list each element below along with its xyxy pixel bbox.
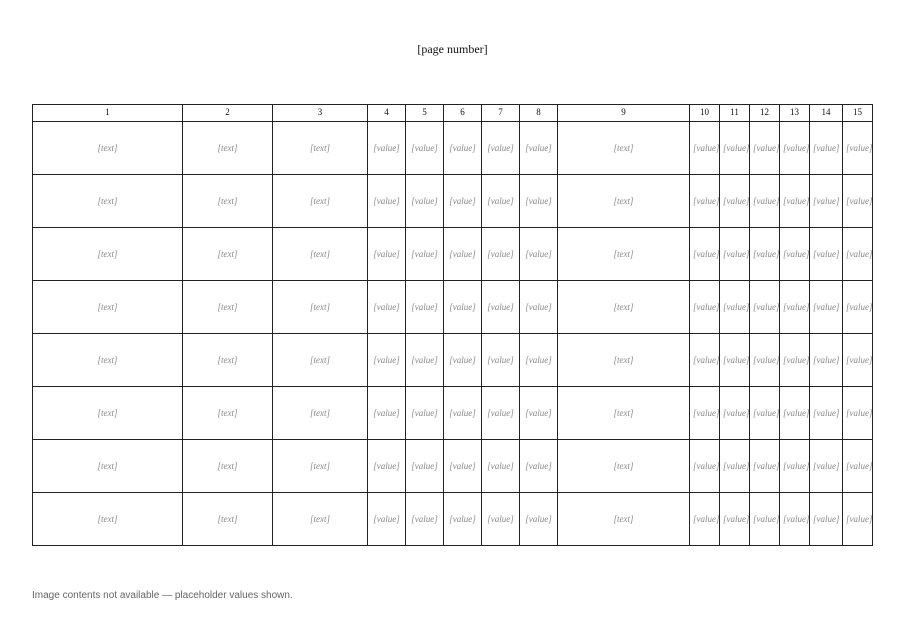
table-cell: [value]	[780, 387, 810, 440]
column-header-12: 12	[750, 105, 780, 122]
table-cell: [text]	[33, 440, 183, 493]
table-cell: [value]	[368, 281, 406, 334]
table-cell: [value]	[482, 493, 520, 546]
table-cell: [text]	[33, 122, 183, 175]
table-cell: [value]	[720, 387, 750, 440]
table-cell: [text]	[558, 175, 690, 228]
table-cell: [text]	[558, 228, 690, 281]
table-cell: [value]	[843, 175, 873, 228]
table-cell: [text]	[273, 228, 368, 281]
table-row	[33, 281, 873, 334]
table-row	[33, 440, 873, 493]
table-cell: [value]	[720, 493, 750, 546]
table-cell: [value]	[406, 122, 444, 175]
table-cell: [value]	[406, 175, 444, 228]
table-cell: [text]	[558, 387, 690, 440]
table-cell: [value]	[482, 334, 520, 387]
column-header-8: 8	[520, 105, 558, 122]
column-header-1: 1	[33, 105, 183, 122]
column-header-14: 14	[810, 105, 843, 122]
table-cell: [value]	[520, 440, 558, 493]
table-row	[33, 122, 873, 175]
table-cell: [text]	[33, 493, 183, 546]
table-cell: [value]	[843, 334, 873, 387]
table-cell: [value]	[690, 440, 720, 493]
column-header-10: 10	[690, 105, 720, 122]
table-row	[33, 228, 873, 281]
table-cell: [text]	[558, 493, 690, 546]
table-cell: [text]	[273, 334, 368, 387]
table-cell: [value]	[720, 228, 750, 281]
table-cell: [text]	[33, 387, 183, 440]
column-header-13: 13	[780, 105, 810, 122]
table-cell: [value]	[750, 440, 780, 493]
table-cell: [value]	[690, 493, 720, 546]
table-cell: [text]	[558, 281, 690, 334]
table-cell: [value]	[780, 175, 810, 228]
table-cell: [value]	[720, 175, 750, 228]
table-cell: [value]	[750, 228, 780, 281]
table-cell: [value]	[810, 122, 843, 175]
table-cell: [value]	[444, 440, 482, 493]
table-cell: [value]	[406, 281, 444, 334]
column-header-3: 3	[273, 105, 368, 122]
column-header-6: 6	[444, 105, 482, 122]
table-cell: [text]	[273, 493, 368, 546]
table-cell: [text]	[273, 387, 368, 440]
table-container	[32, 104, 872, 546]
table-cell: [value]	[482, 440, 520, 493]
table-cell: [value]	[690, 175, 720, 228]
table-cell: [value]	[690, 228, 720, 281]
table-cell: [text]	[273, 122, 368, 175]
table-cell: [value]	[482, 122, 520, 175]
table-cell: [value]	[482, 387, 520, 440]
table-cell: [value]	[482, 281, 520, 334]
table-cell: [value]	[406, 334, 444, 387]
table-cell: [value]	[843, 122, 873, 175]
table-cell: [value]	[444, 281, 482, 334]
table-cell: [value]	[406, 440, 444, 493]
table-cell: [value]	[520, 175, 558, 228]
table-row	[33, 175, 873, 228]
table-cell: [value]	[780, 493, 810, 546]
table-cell: [value]	[810, 228, 843, 281]
table-cell: [value]	[690, 387, 720, 440]
table-cell: [value]	[444, 122, 482, 175]
table-cell: [value]	[750, 387, 780, 440]
table-cell: [value]	[368, 175, 406, 228]
table-cell: [value]	[482, 228, 520, 281]
column-header-11: 11	[720, 105, 750, 122]
table-cell: [text]	[558, 440, 690, 493]
table-cell: [value]	[750, 493, 780, 546]
table-cell: [value]	[720, 122, 750, 175]
table-cell: [value]	[444, 334, 482, 387]
table-cell: [value]	[780, 440, 810, 493]
table-cell: [value]	[520, 334, 558, 387]
table-cell: [value]	[444, 493, 482, 546]
table-cell: [text]	[273, 440, 368, 493]
table-cell: [value]	[406, 387, 444, 440]
table-cell: [value]	[750, 334, 780, 387]
placeholder-note: Image contents not available — placeholder values shown.	[32, 590, 293, 601]
table-cell: [text]	[33, 334, 183, 387]
table-cell: [value]	[444, 175, 482, 228]
table-cell: [text]	[183, 281, 273, 334]
table-cell: [value]	[843, 493, 873, 546]
table-cell: [value]	[368, 493, 406, 546]
table-cell: [text]	[558, 122, 690, 175]
table-cell: [value]	[810, 493, 843, 546]
table-cell: [value]	[750, 122, 780, 175]
data-table	[32, 104, 873, 546]
page-number: [page number]	[417, 42, 488, 56]
table-cell: [value]	[690, 281, 720, 334]
table-cell: [text]	[33, 228, 183, 281]
table-cell: [text]	[183, 228, 273, 281]
table-cell: [text]	[183, 440, 273, 493]
table-cell: [value]	[520, 387, 558, 440]
table-cell: [text]	[33, 281, 183, 334]
table-cell: [value]	[482, 175, 520, 228]
table-cell: [text]	[183, 387, 273, 440]
table-cell: [value]	[810, 281, 843, 334]
table-cell: [value]	[406, 493, 444, 546]
table-cell: [value]	[520, 281, 558, 334]
table-cell: [value]	[843, 228, 873, 281]
table-cell: [value]	[780, 334, 810, 387]
table-cell: [value]	[810, 175, 843, 228]
table-cell: [value]	[810, 334, 843, 387]
table-cell: [value]	[690, 122, 720, 175]
table-cell: [text]	[183, 175, 273, 228]
column-header-7: 7	[482, 105, 520, 122]
table-cell: [value]	[368, 334, 406, 387]
column-header-5: 5	[406, 105, 444, 122]
table-cell: [value]	[520, 228, 558, 281]
table-cell: [text]	[33, 175, 183, 228]
table-cell: [value]	[368, 122, 406, 175]
column-header-9: 9	[558, 105, 690, 122]
table-cell: [value]	[520, 493, 558, 546]
table-row	[33, 493, 873, 546]
column-header-15: 15	[843, 105, 873, 122]
table-body	[33, 122, 873, 546]
table-cell: [value]	[520, 122, 558, 175]
table-cell: [value]	[843, 387, 873, 440]
column-header-4: 4	[368, 105, 406, 122]
table-cell: [value]	[720, 334, 750, 387]
table-cell: [value]	[780, 281, 810, 334]
table-row	[33, 334, 873, 387]
table-cell: [value]	[810, 440, 843, 493]
table-cell: [text]	[183, 493, 273, 546]
table-cell: [text]	[183, 334, 273, 387]
table-cell: [value]	[368, 440, 406, 493]
table-cell: [value]	[444, 387, 482, 440]
table-cell: [value]	[406, 228, 444, 281]
table-cell: [value]	[780, 122, 810, 175]
table-cell: [value]	[750, 281, 780, 334]
table-cell: [value]	[720, 281, 750, 334]
table-cell: [value]	[690, 334, 720, 387]
table-cell: [text]	[273, 175, 368, 228]
table-cell: [value]	[780, 228, 810, 281]
table-cell: [value]	[444, 228, 482, 281]
table-cell: [value]	[720, 440, 750, 493]
table-cell: [text]	[273, 281, 368, 334]
table-cell: [value]	[368, 228, 406, 281]
table-cell: [text]	[183, 122, 273, 175]
table-cell: [value]	[843, 440, 873, 493]
column-header-2: 2	[183, 105, 273, 122]
table-cell: [value]	[843, 281, 873, 334]
table-cell: [value]	[750, 175, 780, 228]
table-cell: [value]	[368, 387, 406, 440]
table-row	[33, 387, 873, 440]
table-header-row	[33, 105, 873, 122]
table-cell: [text]	[558, 334, 690, 387]
table-cell: [value]	[810, 387, 843, 440]
